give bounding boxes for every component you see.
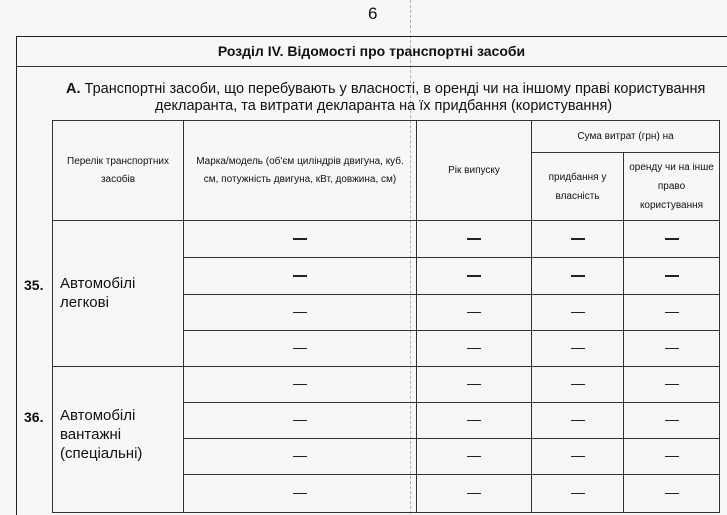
value-cell: [624, 331, 720, 367]
value-cell: [624, 403, 720, 439]
subsection-heading: [66, 80, 705, 99]
empty-dash: [293, 493, 307, 495]
value-cell: [532, 258, 624, 295]
value-cell: [532, 475, 624, 513]
value-cell: [532, 221, 624, 258]
table-row: [53, 367, 720, 403]
empty-dash: [293, 420, 307, 422]
value-cell: [417, 295, 532, 331]
value-cell: [532, 439, 624, 475]
category-label-line: вантажні: [60, 426, 122, 443]
empty-dash: [467, 348, 481, 350]
value-cell: [417, 475, 532, 513]
empty-dash: [467, 384, 481, 386]
empty-dash: [293, 456, 307, 458]
empty-dash: [665, 238, 679, 240]
empty-dash: [293, 238, 307, 240]
header-brand: Марка/модель (об'єм циліндрів двигуна, куб. см, потужність двигуна, кВт, довжина, см): [184, 121, 417, 221]
empty-dash: [571, 493, 585, 495]
value-cell: [624, 475, 720, 513]
value-cell: [417, 439, 532, 475]
category-label: [60, 406, 142, 463]
empty-dash: [571, 238, 585, 240]
empty-dash: [571, 312, 585, 314]
empty-dash: [665, 275, 679, 277]
category-label: [60, 274, 135, 312]
empty-dash: [665, 312, 679, 314]
empty-dash: [467, 420, 481, 422]
empty-dash: [293, 312, 307, 314]
header-purchase: придбання у власність: [532, 153, 624, 221]
value-cell: [532, 403, 624, 439]
category-number: 36.: [24, 409, 44, 425]
subsection-letter: А.: [66, 81, 81, 97]
value-cell: [184, 331, 417, 367]
empty-dash: [571, 275, 585, 277]
subsection-line2: декларанта, та витрати декларанта на їх придбання (користування): [155, 98, 613, 114]
empty-dash: [467, 275, 481, 277]
value-cell: [532, 295, 624, 331]
subsection-line1: Транспортні засоби, що перебувають у власності, в оренді чи на іншому праві користування: [84, 81, 706, 97]
value-cell: [184, 367, 417, 403]
empty-dash: [665, 384, 679, 386]
value-cell: [184, 295, 417, 331]
value-cell: [184, 403, 417, 439]
value-cell: [184, 258, 417, 295]
empty-dash: [467, 493, 481, 495]
category-label-line: легкові: [60, 294, 109, 311]
empty-dash: [665, 456, 679, 458]
header-expenses: Сума витрат (грн) на: [532, 121, 720, 153]
value-cell: [417, 331, 532, 367]
empty-dash: [665, 493, 679, 495]
page-number: 6: [368, 4, 378, 23]
category-number: 35.: [24, 277, 44, 293]
value-cell: [417, 367, 532, 403]
section-title: Розділ IV. Відомості про транспортні засоби: [16, 36, 727, 67]
value-cell: [417, 221, 532, 258]
value-cell: [417, 403, 532, 439]
vehicles-table: [52, 120, 720, 513]
value-cell: [532, 331, 624, 367]
header-rent: оренду чи на інше право користування: [624, 153, 720, 221]
value-cell: [184, 221, 417, 258]
value-cell: [624, 367, 720, 403]
value-cell: [624, 439, 720, 475]
empty-dash: [571, 420, 585, 422]
empty-dash: [293, 275, 307, 277]
header-list: Перелік транспортних засобів: [53, 121, 184, 221]
empty-dash: [665, 420, 679, 422]
empty-dash: [571, 384, 585, 386]
table-row: [53, 221, 720, 258]
value-cell: [184, 475, 417, 513]
category-label-line: (спеціальні): [60, 445, 143, 462]
value-cell: [624, 258, 720, 295]
value-cell: [417, 258, 532, 295]
category-label-line: Автомобілі: [60, 407, 136, 424]
empty-dash: [665, 348, 679, 350]
value-cell: [184, 439, 417, 475]
empty-dash: [467, 312, 481, 314]
empty-dash: [571, 456, 585, 458]
value-cell: [624, 221, 720, 258]
empty-dash: [293, 384, 307, 386]
category-label-line: Автомобілі: [60, 275, 136, 292]
table-body: [53, 221, 720, 513]
empty-dash: [467, 238, 481, 240]
empty-dash: [571, 348, 585, 350]
value-cell: [624, 295, 720, 331]
value-cell: [532, 367, 624, 403]
header-year: Рік випуску: [417, 121, 532, 221]
empty-dash: [293, 348, 307, 350]
empty-dash: [467, 456, 481, 458]
